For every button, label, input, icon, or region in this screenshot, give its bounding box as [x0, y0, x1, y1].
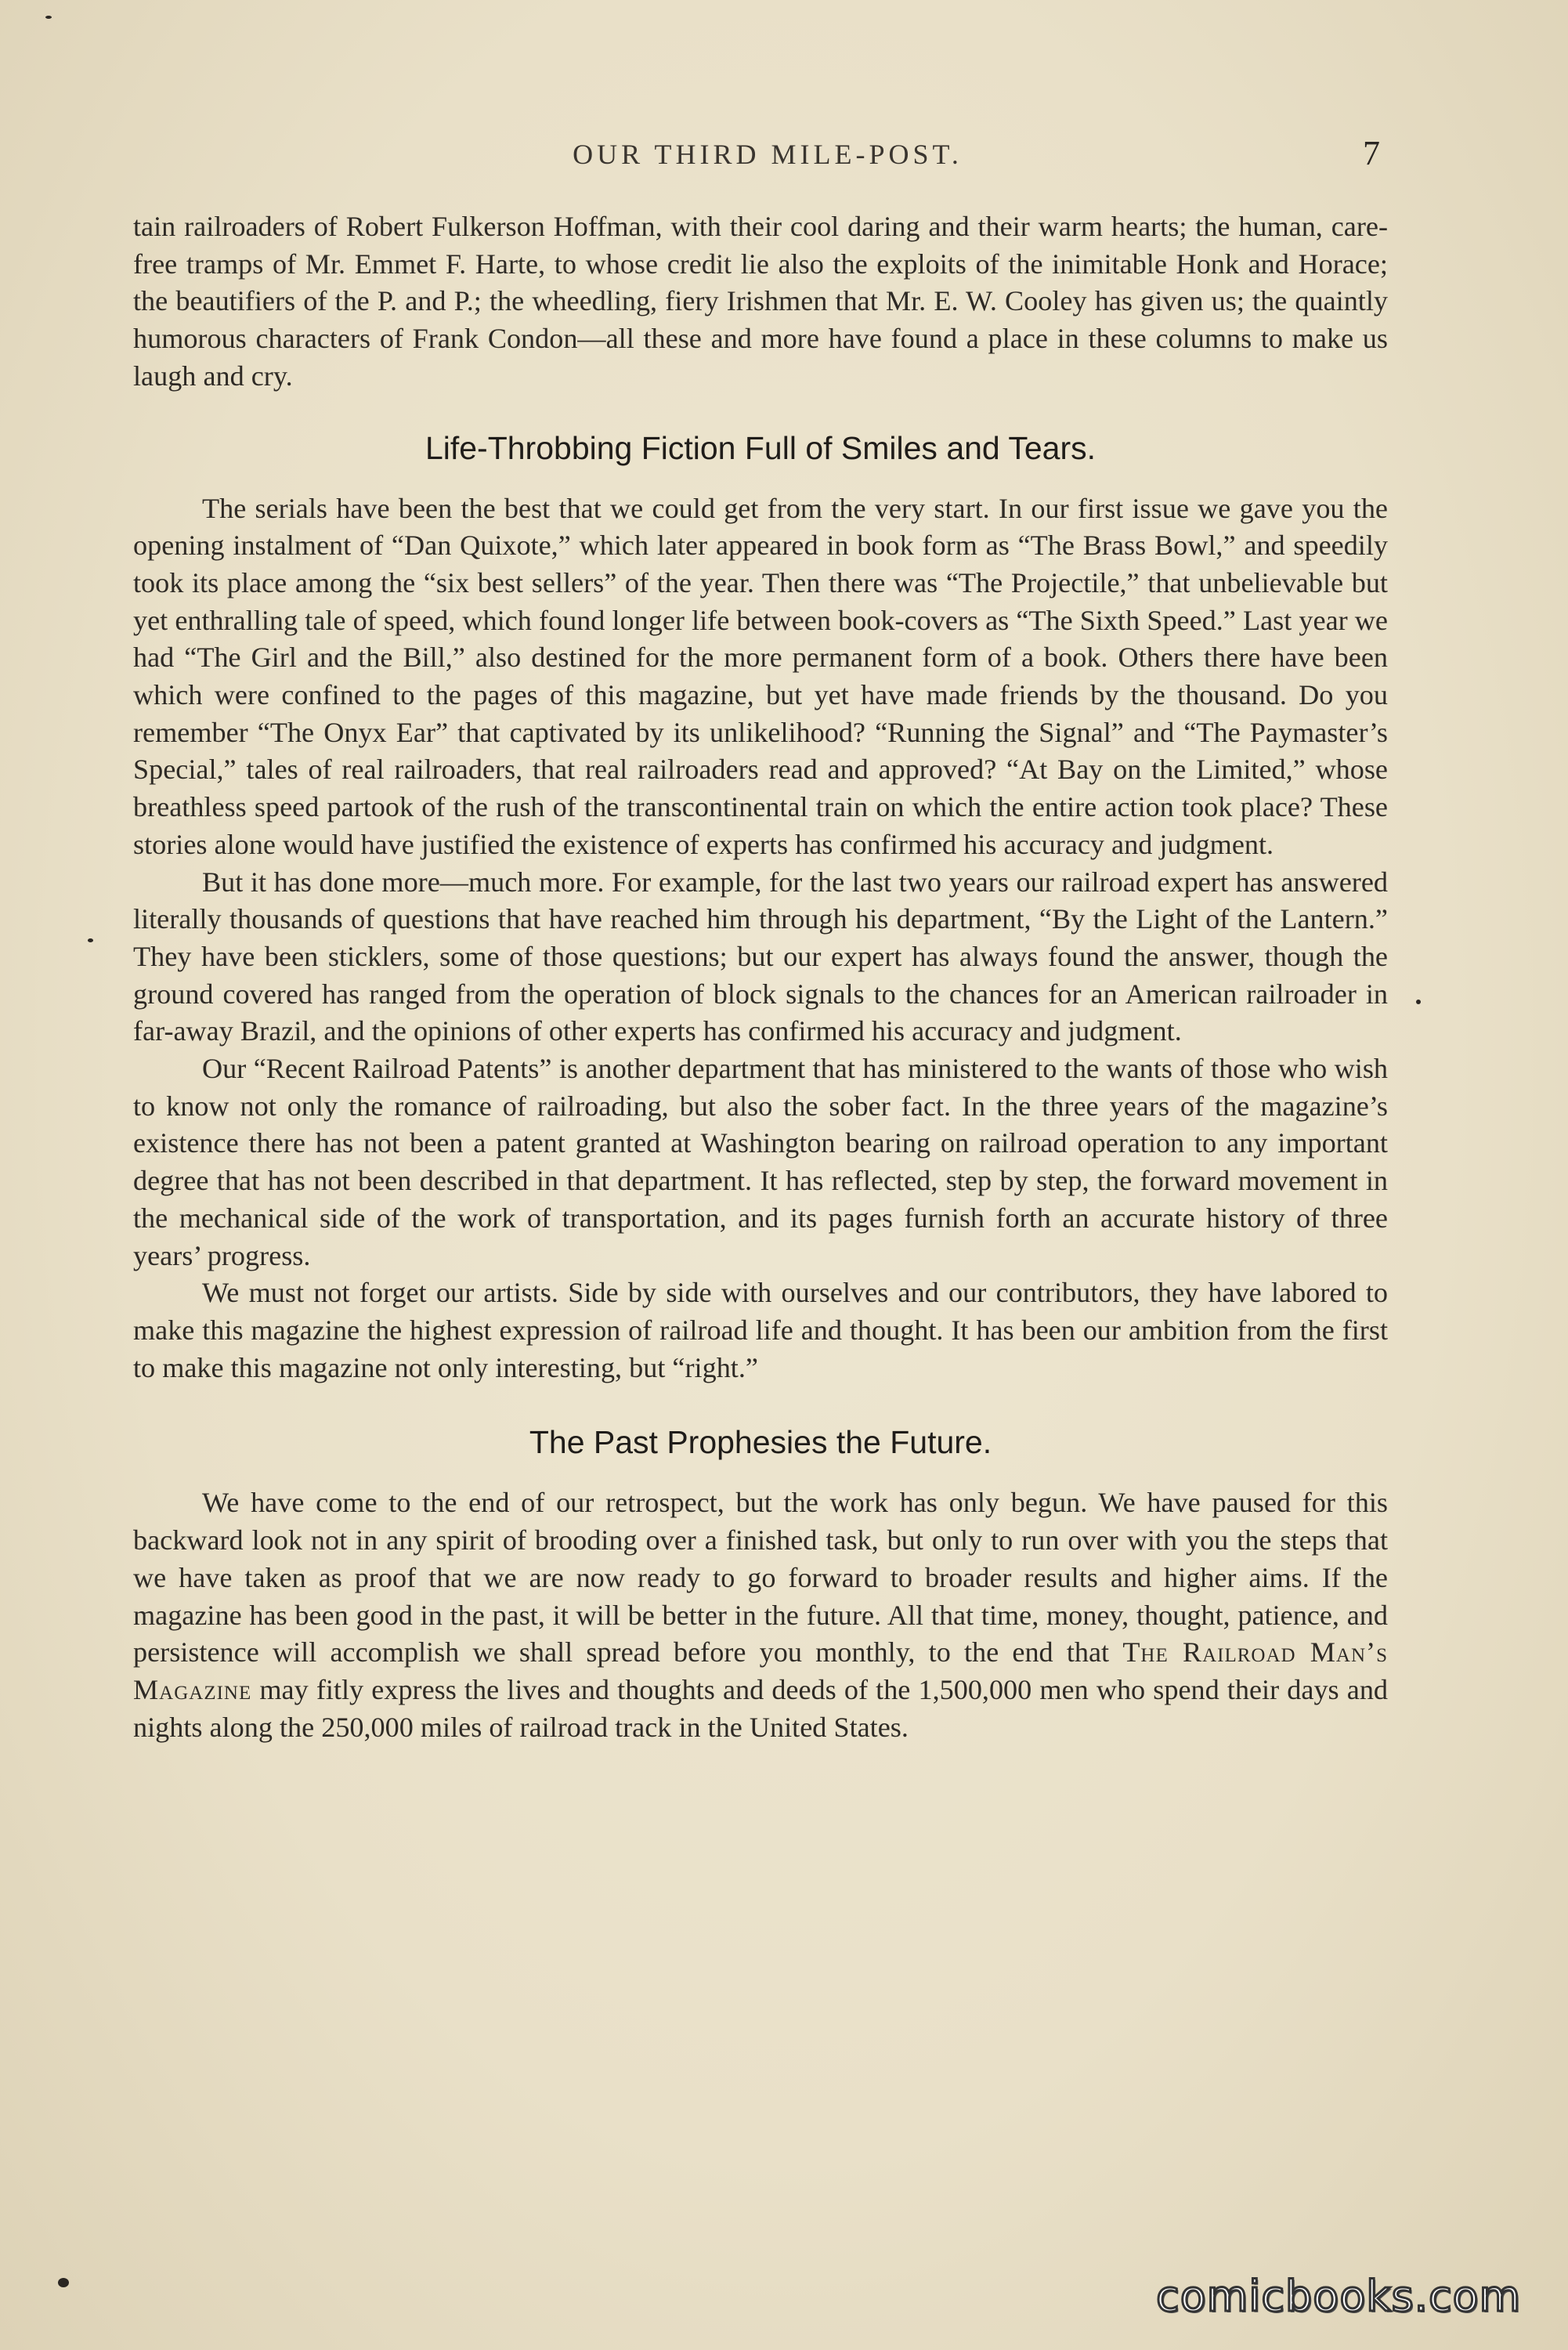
watermark-logo: comicbooks.com [1156, 2272, 1522, 2321]
paragraph-artists: We must not forget our artists. Side by side with ourselves and our contributors, they have labored to make this magazine the highest expression of railroad life and thought. It has been our ambition from the first to make this magazine not only interesting, but “right.” [133, 1277, 1388, 1383]
paragraph-serials: The serials have been the best that we could get from the very start. In our first issue we gave you the opening instalment of “Dan Quixote,” which later appeared in book form as “The Brass Bowl,” and speedily took its place among the “six best sellers” of the year. Then there was “The Projectile,” that unbelievable but yet enthralling tale of speed, which found longer life between book-covers as “The Sixth Speed.” Last year we had “The Girl and the Bill,” also destined for the more permanent form of a book. Others there have been which were confined to the pages of this magazine, but yet have made friends by the thousand. Do you remember “The Onyx Ear” that captivated by its unlikelihood? “Running the Signal” and “The Paymaster’s Special,” tales of real railroaders, that real railroaders read and approved? “At Bay on the Limited,” whose breathless speed partook of the rush of the transcontinental train on which the entire action took place? These stories alone would have justified the existence of experts has confirmed his accuracy and judgment. [133, 492, 1388, 860]
speck-top-left [45, 16, 52, 19]
speck-margin-left [88, 938, 93, 942]
article-body [133, 208, 1388, 1746]
speck-bottom-left [58, 2278, 69, 2287]
paragraph-patents: Our “Recent Railroad Patents” is another department that has ministered to the wants of those who wish to know not only the romance of railroading, but also the sober fact. In the three years of the magazine’s existence there has not been a patent granted at Washington bearing on railroad operation to any important degree that has not been described in that department. It has reflected, step by step, the forward movement in the mechanical side of the work of transportation, and its pages furnish forth an accurate history of three years’ progress. [133, 1053, 1388, 1271]
intro-paragraph: tain railroaders of Robert Fulkerson Hoffman, with their cool daring and their warm hearts; the human, care-free tramps of Mr. Emmet F. Harte, to whose credit lie also the exploits of the inimitable Honk and Horace; the beautifiers of the P. and P.; the wheedling, fiery Irishmen that Mr. E. W. Cooley has given us; the quaintly humorous characters of Frank Condon—all these and more have found a place in these columns to make us laugh and cry. [133, 211, 1388, 392]
speck-margin-right [1416, 1000, 1421, 1004]
section-heading-future: The Past Prophesies the Future. [529, 1424, 992, 1461]
paragraph-future [133, 1484, 1388, 1746]
running-head: OUR THIRD MILE-POST. [573, 139, 963, 170]
magazine-title: The Railroad Man’s Magazine [133, 1636, 1389, 1705]
section-heading-fiction: Life-Throbbing Fiction Full of Smiles and Tears. [425, 429, 1097, 466]
paragraph-railroad-expert: But it has done more—much more. For example, for the last two years our railroad expert has answered literally thousands of questions that have reached him through his department, “By the Light of the Lantern.” They have been sticklers, some of those questions; but our expert has always found the answer, though the ground covered has ranged from the operation of block signals to the chances for an American railroader in far-away Brazil, and the opinions of other experts has confirmed his accuracy and judgment. [133, 866, 1388, 1047]
paragraph-future-start: We have come to the end of our retrospect, but the work has only begun. We have paused for this backward look not in any spirit of brooding over a finished task, but only to run over with you the steps that we have taken as proof that we are now ready to go forward to broader results and higher aims. If the magazine has been good in the past, it will be better in the future. All that time, money, thought, patience, and persistence will accomplish we shall spread before you monthly, to the end that [133, 1487, 1388, 1668]
page-number: 7 [1363, 134, 1380, 172]
paragraph-future-end: may fitly express the lives and thoughts and deeds of the 1,500,000 men who spend their days and nights along the 250,000 miles of railroad track in the United States. [133, 1673, 1389, 1743]
